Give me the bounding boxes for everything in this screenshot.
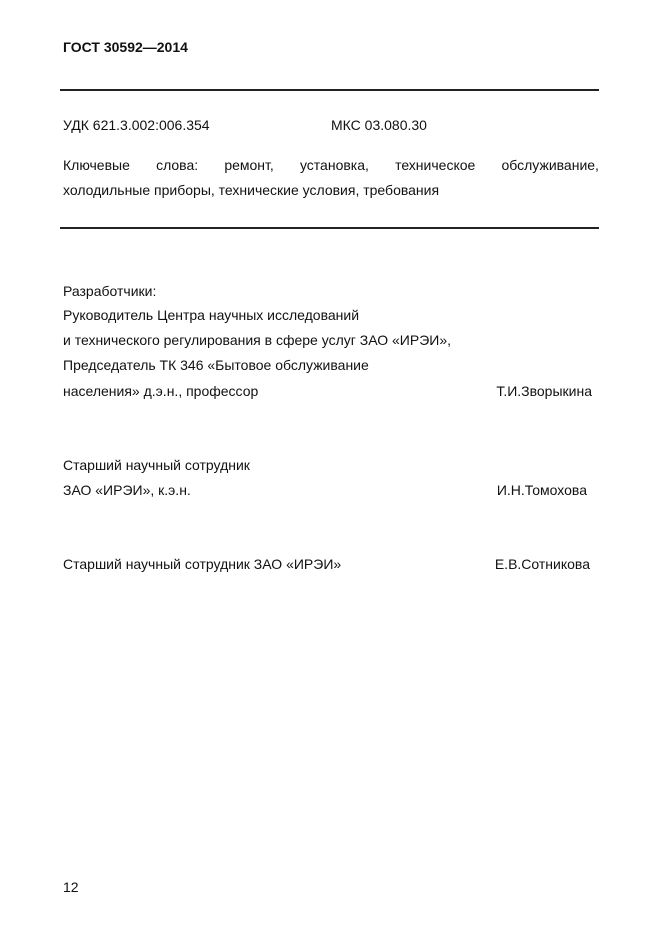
keywords-line-2: холодильные приборы, технические условия, требования [63,182,440,198]
developer-1-line-4: населения» д.э.н., профессор [63,383,259,399]
developer-2-line-1: Старший научный сотрудник [63,457,250,473]
keyword-word: обслуживание, [501,157,599,173]
developer-3-line-1: Старший научный сотрудник ЗАО «ИРЭИ» [63,556,342,572]
top-divider [60,89,599,91]
mks-code: МКС 03.080.30 [331,117,427,133]
keyword-word: техническое [395,157,476,173]
keyword-word: установка, [299,157,369,173]
developer-3-name: Е.В.Сотникова [494,556,590,572]
developer-1-line-2: и технического регулирования в сфере услуг ЗАО «ИРЭИ», [63,332,451,348]
page-number: 12 [63,879,79,895]
bottom-divider [60,227,599,229]
document-standard-title: ГОСТ 30592—2014 [63,39,188,55]
developer-2-name: И.Н.Томохова [496,482,587,498]
keyword-word: Ключевые [63,157,130,173]
developer-1-line-3: Председатель ТК 346 «Бытовое обслуживание [63,357,369,373]
developer-1-line-1: Руководитель Центра научных исследований [63,307,360,323]
keyword-word: ремонт, [224,157,274,173]
developer-1-name: Т.И.Зворыкина [496,383,592,399]
keyword-word: слова: [156,157,199,173]
udk-code: УДК 621.3.002:006.354 [63,117,210,133]
keywords-line-1 [63,157,599,173]
developer-2-line-2: ЗАО «ИРЭИ», к.э.н. [63,482,191,498]
developers-heading: Разработчики: [63,283,157,299]
